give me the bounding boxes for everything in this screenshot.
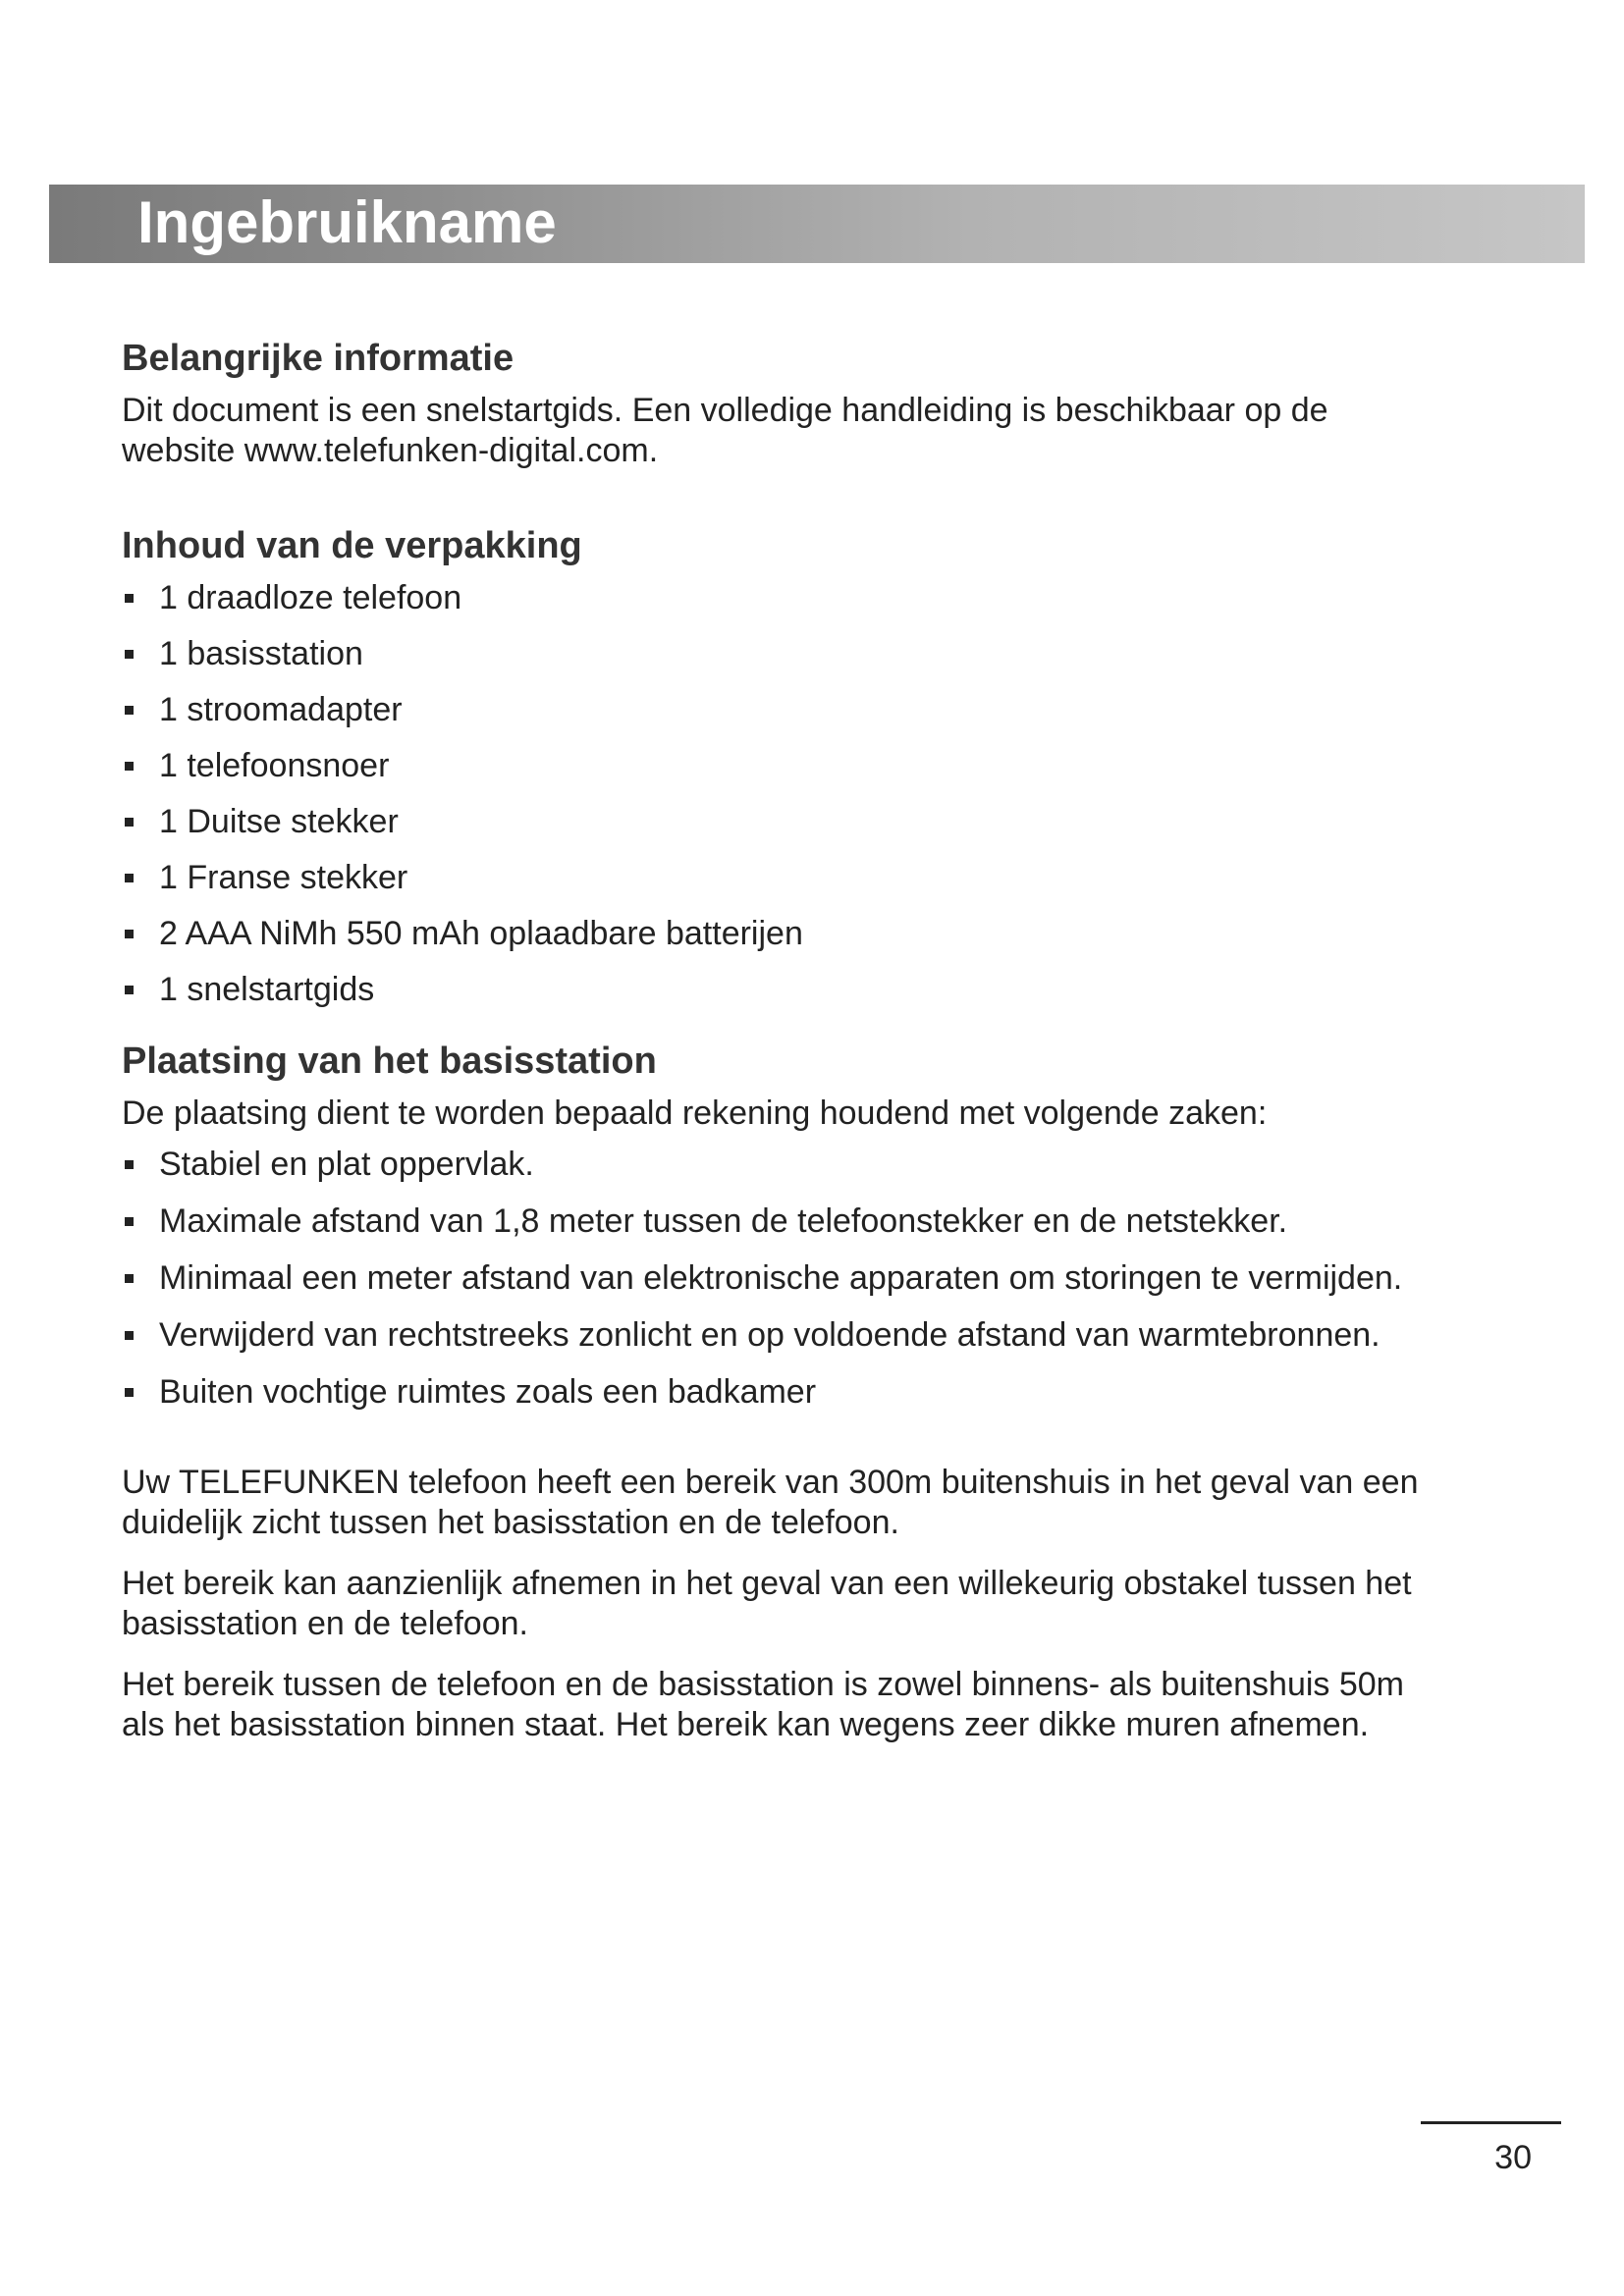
section-heading-contents: Inhoud van de verpakking xyxy=(122,525,582,566)
range-p3-line-1: Het bereik tussen de telefoon en de basisstation is zowel binnens- als buitenshuis 50m xyxy=(122,1666,1404,1703)
range-paragraph-3 xyxy=(122,1665,1526,1745)
bullet-icon xyxy=(125,594,134,603)
bullet-icon xyxy=(125,874,134,882)
info-line-1: Dit document is een snelstartgids. Een volledige handleiding is beschikbaar op de xyxy=(122,392,1328,429)
bullet-icon xyxy=(125,1331,134,1340)
range-paragraph-1 xyxy=(122,1463,1526,1543)
page-title: Ingebruikname xyxy=(137,189,557,255)
list-item xyxy=(122,1258,1526,1299)
page-number: 30 xyxy=(1494,2139,1532,2176)
list-item xyxy=(122,1201,1526,1242)
list-item xyxy=(122,914,1526,954)
info-paragraph xyxy=(122,391,1526,471)
range-p1-line-1: Uw TELEFUNKEN telefoon heeft een bereik van 300m buitenshuis in het geval van een xyxy=(122,1464,1419,1501)
bullet-icon xyxy=(125,986,134,994)
list-item-text: Verwijderd van rechtstreeks zonlicht en op voldoende afstand van warmtebronnen. xyxy=(159,1316,1380,1354)
list-item-text: 1 basisstation xyxy=(159,635,363,672)
bullet-icon xyxy=(125,706,134,715)
list-item-text: Maximale afstand van 1,8 meter tussen de telefoonstekker en de netstekker. xyxy=(159,1202,1288,1240)
contents-list xyxy=(122,578,1526,1010)
footer-divider xyxy=(1421,2121,1561,2124)
list-item xyxy=(122,1315,1526,1356)
range-p3-line-2: als het basisstation binnen staat. Het bereik kan wegens zeer dikke muren afnemen. xyxy=(122,1706,1370,1743)
list-item-text: Minimaal een meter afstand van elektronische apparaten om storingen te vermijden. xyxy=(159,1259,1403,1297)
list-item-text: 1 telefoonsnoer xyxy=(159,747,390,784)
list-item xyxy=(122,578,1526,618)
bullet-icon xyxy=(125,1217,134,1226)
section-base-placement xyxy=(122,1037,1526,1413)
section-banner xyxy=(49,185,1585,263)
list-item-text: Buiten vochtige ruimtes zoals een badkamer xyxy=(159,1373,817,1411)
placement-list xyxy=(122,1145,1526,1413)
range-p1-line-2: duidelijk zicht tussen het basisstation en de telefoon. xyxy=(122,1504,899,1541)
section-important-info xyxy=(122,334,1526,471)
list-item xyxy=(122,690,1526,730)
list-item-text: 1 snelstartgids xyxy=(159,971,375,1008)
bullet-icon xyxy=(125,1388,134,1397)
list-item xyxy=(122,634,1526,674)
list-item xyxy=(122,858,1526,898)
section-heading-info: Belangrijke informatie xyxy=(122,338,514,379)
list-item xyxy=(122,1145,1526,1185)
list-item-text: Stabiel en plat oppervlak. xyxy=(159,1146,534,1183)
placement-intro: De plaatsing dient te worden bepaald rekening houdend met volgende zaken: xyxy=(122,1095,1268,1132)
list-item xyxy=(122,970,1526,1010)
info-line-2: website www.telefunken-digital.com. xyxy=(122,432,659,469)
range-paragraph-2 xyxy=(122,1564,1526,1644)
range-p2-line-2: basisstation en de telefoon. xyxy=(122,1605,528,1642)
section-package-contents xyxy=(122,521,1526,1010)
bullet-icon xyxy=(125,1160,134,1169)
range-info xyxy=(122,1463,1526,1745)
bullet-icon xyxy=(125,650,134,659)
range-p2-line-1: Het bereik kan aanzienlijk afnemen in het geval van een willekeurig obstakel tussen het xyxy=(122,1565,1412,1602)
bullet-icon xyxy=(125,818,134,827)
list-item-text: 2 AAA NiMh 550 mAh oplaadbare batterijen xyxy=(159,915,803,952)
list-item xyxy=(122,802,1526,842)
list-item xyxy=(122,1372,1526,1413)
section-heading-placement: Plaatsing van het basisstation xyxy=(122,1041,657,1082)
list-item-text: 1 Franse stekker xyxy=(159,859,408,896)
bullet-icon xyxy=(125,930,134,938)
page-content xyxy=(122,334,1526,1766)
bullet-icon xyxy=(125,1274,134,1283)
list-item-text: 1 draadloze telefoon xyxy=(159,579,462,616)
list-item xyxy=(122,746,1526,786)
list-item-text: 1 stroomadapter xyxy=(159,691,403,728)
list-item-text: 1 Duitse stekker xyxy=(159,803,399,840)
bullet-icon xyxy=(125,762,134,771)
